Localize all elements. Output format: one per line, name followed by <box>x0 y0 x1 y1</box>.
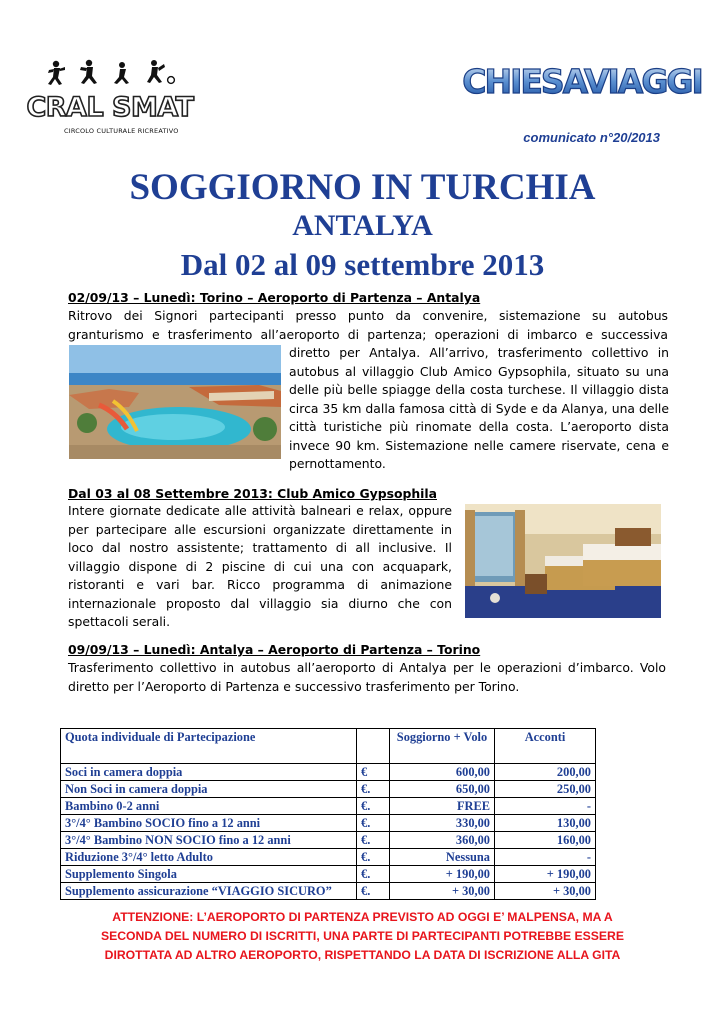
day2-text: Intere giornate dedicate alle attività balneari e relax, oppure per partecipare alle escursioni organizzate direttamente in loco dal nostro assistente; trattamento di all inclusive. Il villaggio dispone di 2 piscine di cui una con acquapark, ristoranti e vari bar. Ricco programma di animazione internazionale proposto dal villaggio sia diurno che con spettacoli serali. <box>68 503 452 629</box>
header-label: Quota individuale di Partecipazione <box>61 729 357 764</box>
header-euro <box>357 729 390 764</box>
row-currency: €. <box>357 798 390 815</box>
table-row <box>61 781 596 798</box>
row-currency: €. <box>357 815 390 832</box>
table-row <box>61 849 596 866</box>
hotel-room-photo <box>465 504 661 618</box>
row-acconto: - <box>495 849 596 866</box>
row-label: Bambino 0-2 anni <box>61 798 357 815</box>
row-soggiorno-volo: 330,00 <box>390 815 495 832</box>
day1-text-side: diretto per Antalya. All’arrivo, trasferimento collettivo in autobus al villaggio Club Amico Gypsophila, situato su una delle più belle spiagge della costa turchese. Il villaggio dista circa 35 km dalla famosa città di Syde e da Alanya, una delle città turistiche più rinomate della costa. L’aeroporto dista invece 90 km. Sistemazione nelle camere riservate, cena e pernottamento. <box>289 345 669 471</box>
row-soggiorno-volo: Nessuna <box>390 849 495 866</box>
header-soggiorno: Soggiorno + Volo <box>390 729 495 764</box>
row-currency: €. <box>357 832 390 849</box>
row-soggiorno-volo: FREE <box>390 798 495 815</box>
row-soggiorno-volo: + 190,00 <box>390 866 495 883</box>
day1-heading: 02/09/13 – Lunedì: Torino – Aeroporto di Partenza – Antalya <box>68 290 481 305</box>
page-subtitle-dates: Dal 02 al 09 settembre 2013 <box>180 247 545 282</box>
day3-text: Trasferimento collettivo in autobus all’aeroporto di Antalya per le operazioni d’imbarco. Volo diretto per l’Aeroporto di Partenza e successivo trasferimento per Torino. <box>68 660 666 694</box>
row-currency: €. <box>357 781 390 798</box>
day2-heading: Dal 03 al 08 Settembre 2013: Club Amico Gypsophila <box>68 486 437 501</box>
row-label: Supplemento Singola <box>61 866 357 883</box>
row-acconto: - <box>495 798 596 815</box>
row-currency: €. <box>357 883 390 900</box>
cral-caption: CIRCOLO CULTURALE RICREATIVO <box>64 127 179 135</box>
row-soggiorno-volo: 600,00 <box>390 764 495 781</box>
airport-warning <box>60 908 665 965</box>
row-label: 3°/4° Bambino NON SOCIO fino a 12 anni <box>61 832 357 849</box>
communicato-number: comunicato n°20/2013 <box>523 130 660 145</box>
row-acconto: 130,00 <box>495 815 596 832</box>
cral-smat-logo <box>26 58 194 144</box>
row-soggiorno-volo: + 30,00 <box>390 883 495 900</box>
page-subtitle-destination: ANTALYA <box>292 209 433 242</box>
chiesaviaggi-logo-graphic <box>462 62 702 101</box>
row-soggiorno-volo: 650,00 <box>390 781 495 798</box>
warning-line-1: ATTENZIONE: L’AEROPORTO DI PARTENZA PREVISTO AD OGGI E’ MALPENSA, MA A <box>112 910 613 924</box>
price-table-header <box>61 729 596 764</box>
row-acconto: 200,00 <box>495 764 596 781</box>
row-soggiorno-volo: 360,00 <box>390 832 495 849</box>
row-acconto: 250,00 <box>495 781 596 798</box>
row-currency: € <box>357 764 390 781</box>
cral-smat-wordmark: CRAL SMAT <box>26 92 194 123</box>
header-acconti: Acconti <box>495 729 596 764</box>
day1-text-full: Ritrovo dei Signori partecipanti presso punto da convenire, sistemazione su autobus granturismo e trasferimento all’aeroporto di partenza; operazioni di imbarco e successiva <box>68 308 668 342</box>
row-acconto: + 30,00 <box>495 883 596 900</box>
table-row <box>61 866 596 883</box>
row-acconto: + 190,00 <box>495 866 596 883</box>
row-label: Soci in camera doppia <box>61 764 357 781</box>
row-currency: €. <box>357 849 390 866</box>
table-row <box>61 798 596 815</box>
row-currency: €. <box>357 866 390 883</box>
cral-smat-logo-graphic <box>26 58 194 128</box>
row-label: Supplemento assicurazione “VIAGGIO SICURO” <box>61 883 357 900</box>
warning-line-3: DIROTTATA AD ALTRO AEROPORTO, RISPETTANDO LA DATA DI ISCRIZIONE ALLA GITA <box>104 948 621 962</box>
row-label: Riduzione 3°/4° letto Adulto <box>61 849 357 866</box>
table-row <box>61 883 596 900</box>
table-row <box>61 764 596 781</box>
table-row <box>61 832 596 849</box>
row-label: Non Soci in camera doppia <box>61 781 357 798</box>
table-row <box>61 815 596 832</box>
row-label: 3°/4° Bambino SOCIO fino a 12 anni <box>61 815 357 832</box>
chiesaviaggi-wordmark: CHIESAVIAGGI <box>462 62 702 101</box>
chiesaviaggi-logo <box>462 62 702 101</box>
warning-line-2: SECONDA DEL NUMERO DI ISCRITTI, UNA PARTE DI PARTECIPANTI POTREBBE ESSERE <box>101 929 624 943</box>
price-table <box>60 728 596 900</box>
row-acconto: 160,00 <box>495 832 596 849</box>
page-title: SOGGIORNO IN TURCHIA <box>129 167 596 208</box>
resort-pool-photo <box>69 345 281 459</box>
day3-heading: 09/09/13 – Lunedì: Antalya – Aeroporto di Partenza – Torino <box>68 642 481 657</box>
